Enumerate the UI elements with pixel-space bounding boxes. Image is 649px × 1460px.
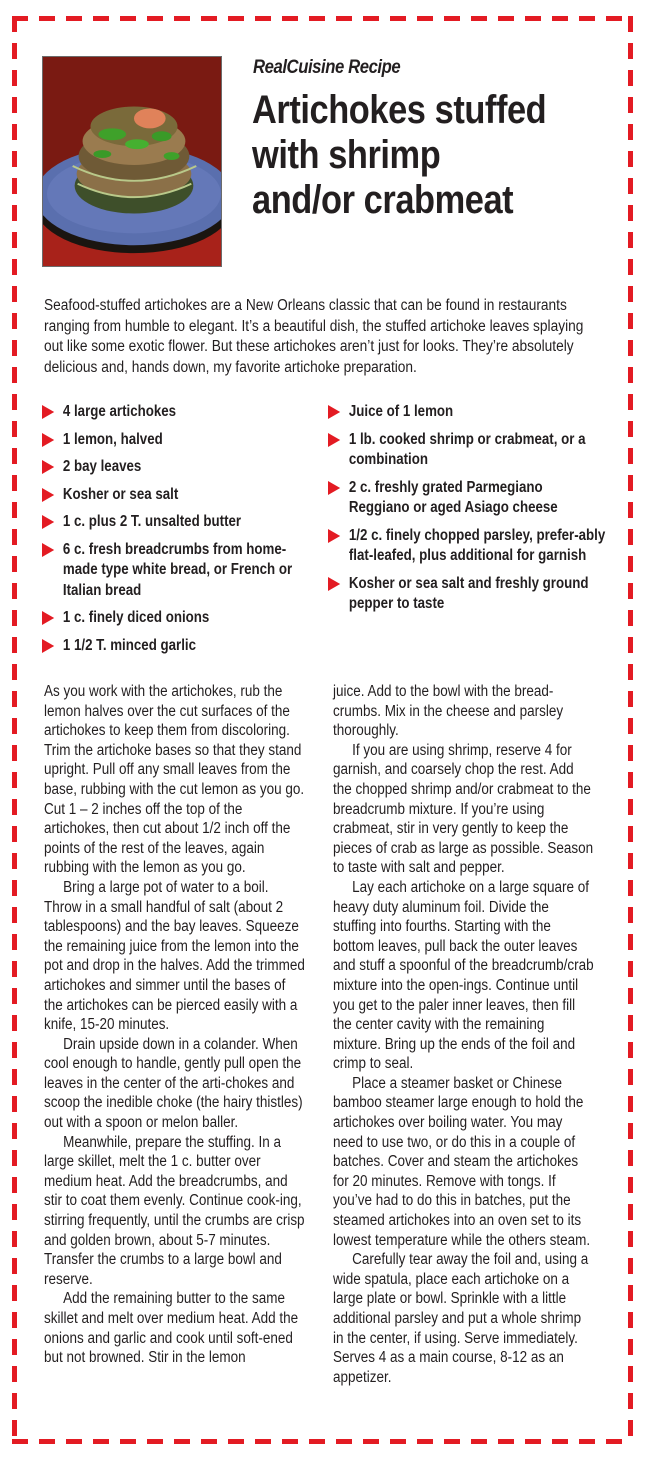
title-line: and/or crabmeat [252,178,514,222]
ingredient-text: 1/2 c. finely chopped parsley, prefer-ably flat-leafed, plus additional for garnish [348,526,606,564]
direction-paragraph: Place a steamer basket or Chinese bamboo steamer large enough to hold the artichokes over boiling water. You may need to use two, or do this in a couple of batches. Cover and steam the artichokes for 20 minutes. Remove with tongs. If you’ve had to do this in batches, put the steamed artichokes into an oven set to its lowest temperature while the others steam. [333,1074,591,1249]
triangle-bullet-icon [42,405,54,419]
ingredient-item [328,478,606,519]
ingredient-text: Juice of 1 lemon [348,403,454,420]
ingredient-text: 2 c. freshly grated Parmegiano Reggiano or aged Asiago cheese [348,478,558,516]
ingredient-text: 1 c. finely diced onions [62,609,210,626]
direction-paragraph: Bring a large pot of water to a boil. Throw in a small handful of salt (about 2 tablespoons) and the bay leaves. Squeeze the remaining juice from the lemon into the pot and drop in the halves. Add the trimmed artichokes and simmer until the bases of the artichokes can be pierced easily with a knife, 15-20 minutes. [44,878,305,1034]
ingredient-text: 1 c. plus 2 T. unsalted butter [62,513,242,530]
border-left [12,16,17,1444]
direction-paragraph: Carefully tear away the foil and, using a wide spatula, place each artichoke on a large plate or bowl. Sprinkle with a little additional parsley and put a whole shrimp in the center, if using. Serve immediately. Serves 4 as a main course, 8-12 as an appetizer. [333,1251,589,1386]
triangle-bullet-icon [42,639,54,653]
border-right [628,16,633,1444]
ingredient-item [42,540,320,602]
title-line: Artichokes stuffed [252,88,547,132]
direction-paragraph: Lay each artichoke on a large square of heavy duty aluminum foil. Divide the stuffing into fourths. Starting with the bottom leaves, pull back the outer leaves and stuff a spoonful of the breadcrumb/crab mixture into the open-ings. Continue until you get to the paler inner leaves, then fill the center cavity with the remaining mixture. Bring up the ends of the foil and crimp to seal. [333,878,594,1073]
triangle-bullet-icon [328,433,340,447]
triangle-bullet-icon [42,543,54,557]
direction-paragraph: Drain upside down in a colander. When cool enough to handle, gently pull open the leaves in the center of the arti-chokes and scoop the inedible choke (the hairy thistles) out with a spoon or melon baller. [44,1035,303,1132]
recipe-kicker: RealCuisine Recipe [253,57,401,78]
ingredient-item [328,430,606,471]
recipe-title [252,88,579,223]
triangle-bullet-icon [42,515,54,529]
ingredient-text: 2 bay leaves [62,458,142,475]
ingredient-text: Kosher or sea salt [62,485,179,503]
title-line: with shrimp [252,133,441,177]
ingredient-text: 6 c. fresh breadcrumbs from home-made type white bread, or French or Italian bread [62,540,293,599]
direction-paragraph: As you work with the artichokes, rub the lemon halves over the cut surfaces of the artichokes to keep them from discoloring. Trim the artichoke bases so that they stand upright. Pull off any small leaves from the base, rubbing with the cut lemon as you go. Cut 1 – 2 inches off the top of the artichokes, then cut about 1/2 inch off the points of the rest of the leaves, again rubbing with the lemon as you go. [44,683,305,877]
ingredient-text: Kosher or sea salt and freshly ground pepper to taste [348,574,589,612]
ingredients-list-right [328,402,606,622]
triangle-bullet-icon [328,481,340,495]
ingredient-item [42,457,320,478]
direction-paragraph: Meanwhile, prepare the stuffing. In a large skillet, melt the 1 c. butter over medium heat. Add the breadcrumbs, and stir to coat them evenly. Continue cook-ing, stirring frequently, until the crumbs are crisp and golden brown, about 5-7 minutes. Transfer the crumbs to a large bowl and reserve. [44,1133,305,1288]
intro-paragraph: Seafood-stuffed artichokes are a New Orleans classic that can be found in restaurants ranging from humble to elegant. It’s a beautiful dish, the stuffed artichoke leaves splaying out like some exotic flower. But these artichokes aren’t just for looks. They’re absolutely delicious and, hands down, my favorite artichoke preparation. [44,297,584,376]
ingredient-item [328,526,606,567]
direction-paragraph: If you are using shrimp, reserve 4 for garnish, and coarsely chop the rest. Add the chopped shrimp and/or crabmeat to the breadcrumb mixture. If you’re using crabmeat, stir in very gently to keep the pieces of crab as large as possible. Season to taste with salt and pepper. [333,741,594,877]
stuffed-artichoke-photo-icon [43,57,221,266]
ingredient-text: 4 large artichokes [62,403,177,420]
triangle-bullet-icon [42,611,54,625]
ingredient-item [42,485,320,506]
triangle-bullet-icon [42,488,54,502]
directions-column-left [44,682,305,1368]
ingredient-item [42,512,320,533]
direction-paragraph: Add the remaining butter to the same skillet and melt over medium heat. Add the onions and garlic and cook until soft-ened but not browned. Stir in the lemon [44,1290,299,1367]
directions-column-right [333,682,594,1387]
ingredient-item [42,608,320,629]
recipe-photo [42,56,222,267]
ingredient-text: 1 lemon, halved [62,430,163,448]
triangle-bullet-icon [42,460,54,474]
triangle-bullet-icon [328,405,340,419]
border-top [12,16,633,21]
ingredient-text: 1 1/2 T. minced garlic [62,636,197,654]
ingredient-text: 1 lb. cooked shrimp or crabmeat, or a combination [348,430,586,468]
ingredient-item [42,636,320,657]
triangle-bullet-icon [42,433,54,447]
direction-paragraph: juice. Add to the bowl with the bread-crumbs. Mix in the cheese and parsley thoroughly. [333,683,564,740]
ingredient-item [328,574,606,615]
ingredient-item [328,402,606,423]
triangle-bullet-icon [328,529,340,543]
ingredient-item [42,430,320,451]
border-bottom [12,1439,633,1444]
ingredients-list-left [42,402,320,663]
ingredient-item [42,402,320,423]
triangle-bullet-icon [328,577,340,591]
